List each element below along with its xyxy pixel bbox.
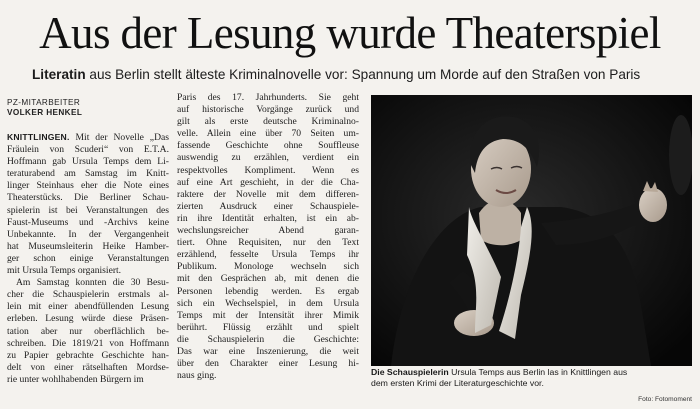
article-line-text: über den Charakter einer Lesung hi-	[177, 358, 359, 370]
article-line	[177, 310, 359, 322]
article-line-text: Paris des 17. Jahrhunderts. Sie geht	[177, 92, 359, 103]
caption-lead: Die Schauspielerin	[371, 367, 449, 377]
article-line-text: Am Samstag konnten die 30 Besu-	[16, 277, 169, 289]
article-line-text: mit Ursula Temps organisiert.	[7, 265, 122, 277]
caption-line-1	[371, 367, 693, 378]
article-line	[177, 165, 359, 177]
article-line-text: die Schauspielerin die Geschichte:	[177, 333, 359, 345]
article-line-text: fassende Geschichte ohne Souffleuse	[177, 140, 359, 152]
article-line	[177, 140, 359, 152]
article-line-text: schreiben. Die 1819/21 von Hoffmann	[7, 337, 169, 349]
article-line	[177, 322, 359, 334]
subheadline-text: aus Berlin stellt älteste Kriminalnovelle vor: Spannung um Morde auf den Straßen von Paris	[85, 67, 641, 82]
article-line-text: linger Steinhaus eher die Note eines	[7, 180, 169, 192]
article-line	[177, 128, 359, 140]
article-line-text: rin ihre Identität erhalten, ist ein ab-	[177, 212, 359, 224]
article-line-text: sich ein Wechselspiel, in dem Ursula	[177, 297, 359, 309]
article-line-text: Hoffmann gab Ursula Temps dem Li-	[7, 156, 169, 168]
article-line	[177, 261, 359, 273]
article-line-text: ger schon einige Veranstaltungen	[7, 252, 169, 264]
article-column-1	[7, 131, 169, 386]
article-line-text: Personen lebendig werden. Es ergab	[177, 285, 359, 297]
byline-author: VOLKER HENKEL	[7, 108, 83, 117]
article-line	[177, 273, 359, 285]
article-line-text: Theaterstücks. Die Berliner Schau-	[7, 192, 169, 204]
article-line	[177, 346, 359, 358]
article-line-text: tiert. Ohne Requisiten, nur den Text	[177, 237, 359, 249]
byline	[7, 98, 82, 118]
article-line-text: erleben. Lesung würde diese Präsen-	[7, 313, 169, 325]
article-line	[7, 289, 169, 301]
caption-line-2: dem ersten Krimi der Literaturgeschichte vor.	[371, 378, 544, 388]
article-column-2	[177, 92, 359, 382]
article-line	[7, 217, 169, 229]
article-line-text: Temps mit der Intensität ihrer Mimik	[177, 309, 359, 321]
article-line-text: Unbekannte. In der Vergangenheit	[7, 228, 169, 240]
photo-credit: Foto: Fotomoment	[638, 396, 692, 403]
article-line-text: Das war eine Inszenierung, die weit	[177, 345, 359, 357]
article-line	[7, 192, 169, 204]
article-line	[7, 229, 169, 241]
article-line	[177, 286, 359, 298]
article-line-text: gilt als erste deutsche Kriminalno-	[177, 116, 359, 128]
article-line	[177, 237, 359, 249]
article-line-text: Mit der Novelle „Das	[69, 132, 169, 143]
article-line	[7, 374, 169, 386]
article-line	[177, 116, 359, 128]
article-line	[7, 301, 169, 313]
byline-role: PZ-MITARBEITER	[7, 98, 81, 107]
article-line-text: zu Papier gebrachte Geschichte han-	[7, 349, 169, 361]
photo-caption	[371, 367, 693, 389]
article-line-text: spielerin ist bei Veranstaltungen des	[7, 204, 169, 216]
article-line-text: Publikum. Monologe wechseln sich	[177, 261, 359, 273]
article-line	[177, 298, 359, 310]
article-line	[7, 205, 169, 217]
article-line	[177, 201, 359, 213]
article-line-text: lein mit einer abendfüllenden Lesung	[7, 301, 169, 313]
article-line	[7, 326, 169, 338]
article-line-text: cher die Schauspielerin erstmals al-	[7, 289, 169, 301]
article-line	[7, 350, 169, 362]
article-line	[177, 358, 359, 370]
subheadline	[32, 67, 694, 83]
article-line	[7, 180, 169, 192]
article-line	[7, 241, 169, 253]
article-line-text: respektvolles Kompliment. Wenn es	[177, 164, 359, 176]
article-line-text: naus ging.	[177, 370, 217, 382]
article-line-text: auswendig zu erzählen, verdient ein	[177, 152, 359, 164]
article-line	[177, 92, 359, 104]
article-line-text: berührt. Flüssig erzählt und spielt	[177, 321, 359, 333]
headline: Aus der Lesung wurde Theaterspiel	[39, 8, 661, 58]
article-line-text: Fräulein von Scuderi“ von E.T.A.	[7, 144, 169, 156]
article-line-text: tation aber nur oberflächlich be-	[7, 325, 169, 337]
article-line	[177, 249, 359, 261]
article-line-text: hat Museumsleiterin Heike Hamber-	[7, 240, 169, 252]
article-line	[7, 156, 169, 168]
article-line-text: delt von einer rätselhaften Mordse-	[7, 361, 169, 373]
article-line-text: auf historische Vorgänge zurück und	[177, 104, 359, 116]
article-line	[177, 104, 359, 116]
article-line-text: rie unter wohlhabenden Bürgern im	[7, 373, 144, 385]
article-line-text: erzählend, fesselte Ursula Temps ihr	[177, 249, 359, 261]
article-line	[7, 131, 169, 144]
article-line	[177, 177, 359, 189]
article-line	[7, 144, 169, 156]
article-line-text: mit den Gesprächen ab, mit denen die	[177, 273, 359, 285]
article-line-text: teraturabend am Samstag im Knitt-	[7, 168, 169, 180]
article-line-text: wechslungsreicher Abend garan-	[177, 225, 359, 237]
actress-photo-illustration	[371, 95, 692, 366]
article-line	[177, 225, 359, 237]
article-line-text: zierten Ausdruck einer Schauspiele-	[177, 200, 359, 212]
article-line	[7, 265, 169, 277]
article-photo	[371, 95, 692, 366]
article-line	[177, 334, 359, 346]
article-line	[177, 213, 359, 225]
article-line-text: auf eine Art geschieht, in der die Cha-	[177, 176, 359, 188]
article-line	[7, 253, 169, 265]
article-line-text: velle. Allein eine über 70 Seiten um-	[177, 128, 359, 140]
article-line	[7, 338, 169, 350]
article-line	[7, 277, 169, 289]
article-line	[7, 168, 169, 180]
article-line	[177, 152, 359, 164]
subheadline-lead: Literatin	[32, 67, 86, 82]
article-line	[7, 362, 169, 374]
article-line-text: raktere der Novelle mit dem differen-	[177, 188, 359, 200]
article-line	[177, 370, 359, 382]
caption-text-1: Ursula Temps aus Berlin las in Knittlingen aus	[448, 367, 628, 377]
article-line-text: Faust-Museums und -Archivs keine	[7, 216, 169, 228]
article-line	[177, 189, 359, 201]
article-line	[7, 313, 169, 325]
dateline: KNITTLINGEN.	[7, 132, 70, 142]
